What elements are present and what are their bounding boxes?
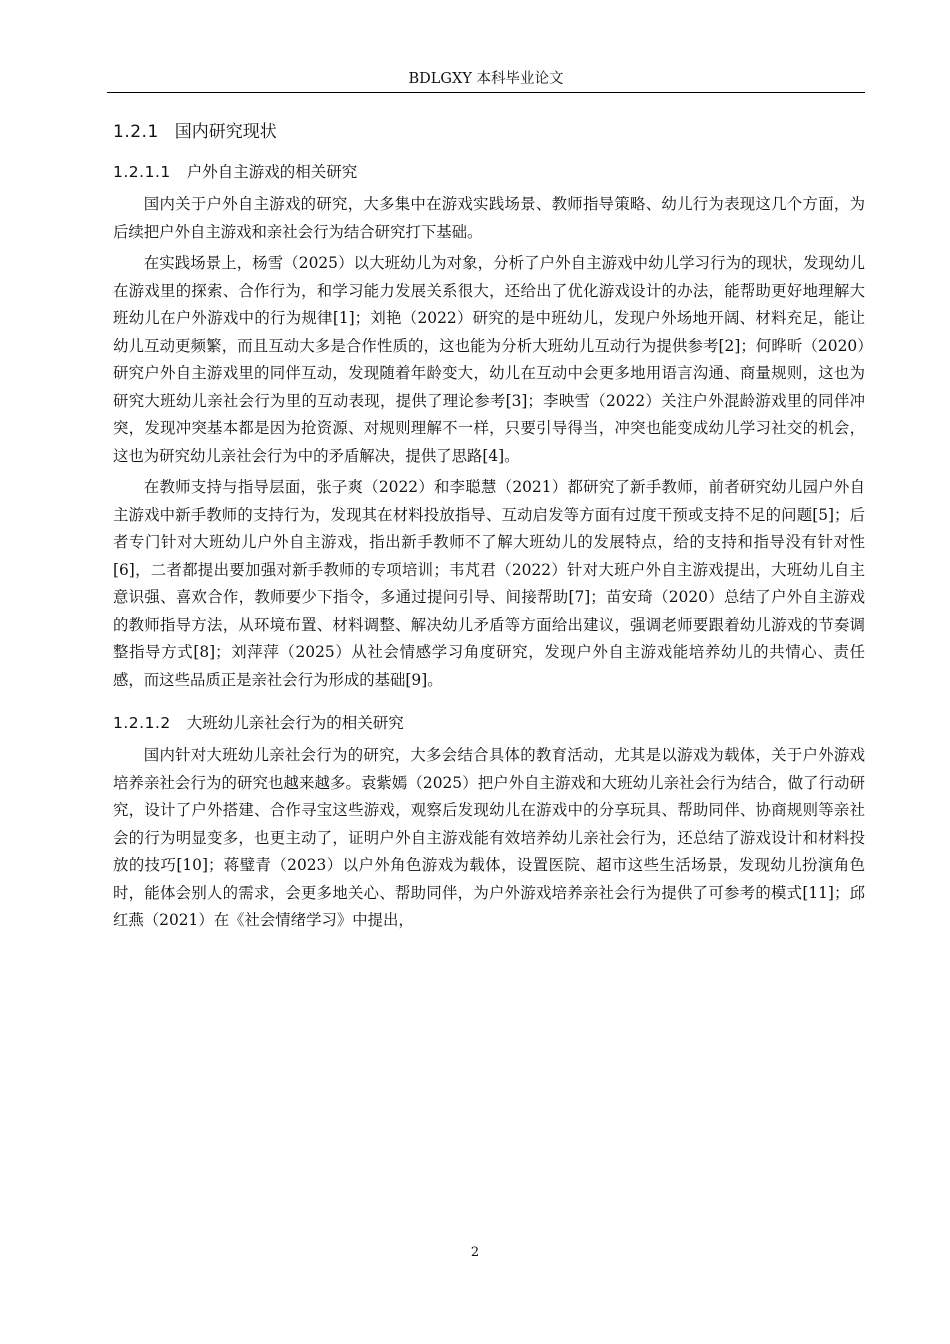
paragraph: 国内关于户外自主游戏的研究，大多集中在游戏实践场景、教师指导策略、幼儿行为表现这几个方面，为后续把户外自主游戏和亲社会行为结合研究打下基础。	[113, 195, 865, 241]
subsection-title: 大班幼儿亲社会行为的相关研究	[186, 714, 404, 732]
subsection-heading	[113, 161, 865, 183]
page-number: 2	[470, 1245, 480, 1260]
running-header: BDLGXY 本科毕业论文	[408, 71, 564, 87]
paragraph: 在实践场景上，杨雪（2025）以大班幼儿为对象，分析了户外自主游戏中幼儿学习行为的现状，发现幼儿在游戏里的探索、合作行为，和学习能力发展关系很大，还给出了优化游戏设计的办法，能帮助更好地理解大班幼儿在户外游戏中的行为规律[1]；刘艳（2022）研究的是中班幼儿，发现户外场地开阔、材料充足，能让幼儿互动更频繁，而且互动大多是合作性质的，这也能为分析大班幼儿互动行为提供参考[2]；何晔昕（2020）研究户外自主游戏里的同伴互动，发现随着年龄变大，幼儿在互动中会更多地用语言沟通、商量规则，这也为研究大班幼儿亲社会行为里的互动表现，提供了理论参考[3]；李映雪（2022）关注户外混龄游戏里的同伴冲突，发现冲突基本都是因为抢资源、对规则理解不一样，只要引导得当，冲突也能变成幼儿学习社交的机会，这也为研究幼儿亲社会行为中的矛盾解决，提供了思路[4]。	[113, 254, 865, 465]
subsection-number: 1.2.1.1	[113, 163, 171, 181]
paragraph: 在教师支持与指导层面，张子爽（2022）和李聪慧（2021）都研究了新手教师，前者研究幼儿园户外自主游戏中新手教师的支持行为，发现其在材料投放指导、互动启发等方面有过度干预或支持不足的问题[5]；后者专门针对大班幼儿户外自主游戏，指出新手教师不了解大班幼儿的发展特点，给的支持和指导没有针对性[6]，二者都提出要加强对新手教师的专项培训；韦芃君（2022）针对大班户外自主游戏提出，大班幼儿自主意识强、喜欢合作，教师要少下指令，多通过提问引导、间接帮助[7]；苗安琦（2020）总结了户外自主游戏的教师指导方法，从环境布置、材料调整、解决幼儿矛盾等方面给出建议，强调老师要跟着幼儿游戏的节奏调整指导方式[8]；刘萍萍（2025）从社会情感学习角度研究，发现户外自主游戏能培养幼儿的共情心、责任感，而这些品质正是亲社会行为形成的基础[9]。	[113, 478, 865, 689]
section-title: 国内研究现状	[174, 122, 277, 142]
section-heading	[113, 121, 865, 143]
section-number: 1.2.1	[113, 122, 159, 142]
subsection-heading	[113, 712, 865, 734]
subsection-number: 1.2.1.2	[113, 714, 171, 732]
header-divider	[107, 92, 865, 93]
subsection-title: 户外自主游戏的相关研究	[186, 163, 358, 181]
paragraph: 国内针对大班幼儿亲社会行为的研究，大多会结合具体的教育活动，尤其是以游戏为载体，关于户外游戏培养亲社会行为的研究也越来越多。袁紫嫣（2025）把户外自主游戏和大班幼儿亲社会行为结合，做了行动研究，设计了户外搭建、合作寻宝这些游戏，观察后发现幼儿在游戏中的分享玩具、帮助同伴、协商规则等亲社会的行为明显变多，也更主动了，证明户外自主游戏能有效培养幼儿亲社会行为，还总结了游戏设计和材料投放的技巧[10]；蒋璧青（2023）以户外角色游戏为载体，设置医院、超市这些生活场景，发现幼儿扮演角色时，能体会别人的需求，会更多地关心、帮助同伴，为户外游戏培养亲社会行为提供了可参考的模式[11]；邱红燕（2021）在《社会情绪学习》中提出，	[113, 746, 865, 929]
page-body	[113, 104, 865, 939]
